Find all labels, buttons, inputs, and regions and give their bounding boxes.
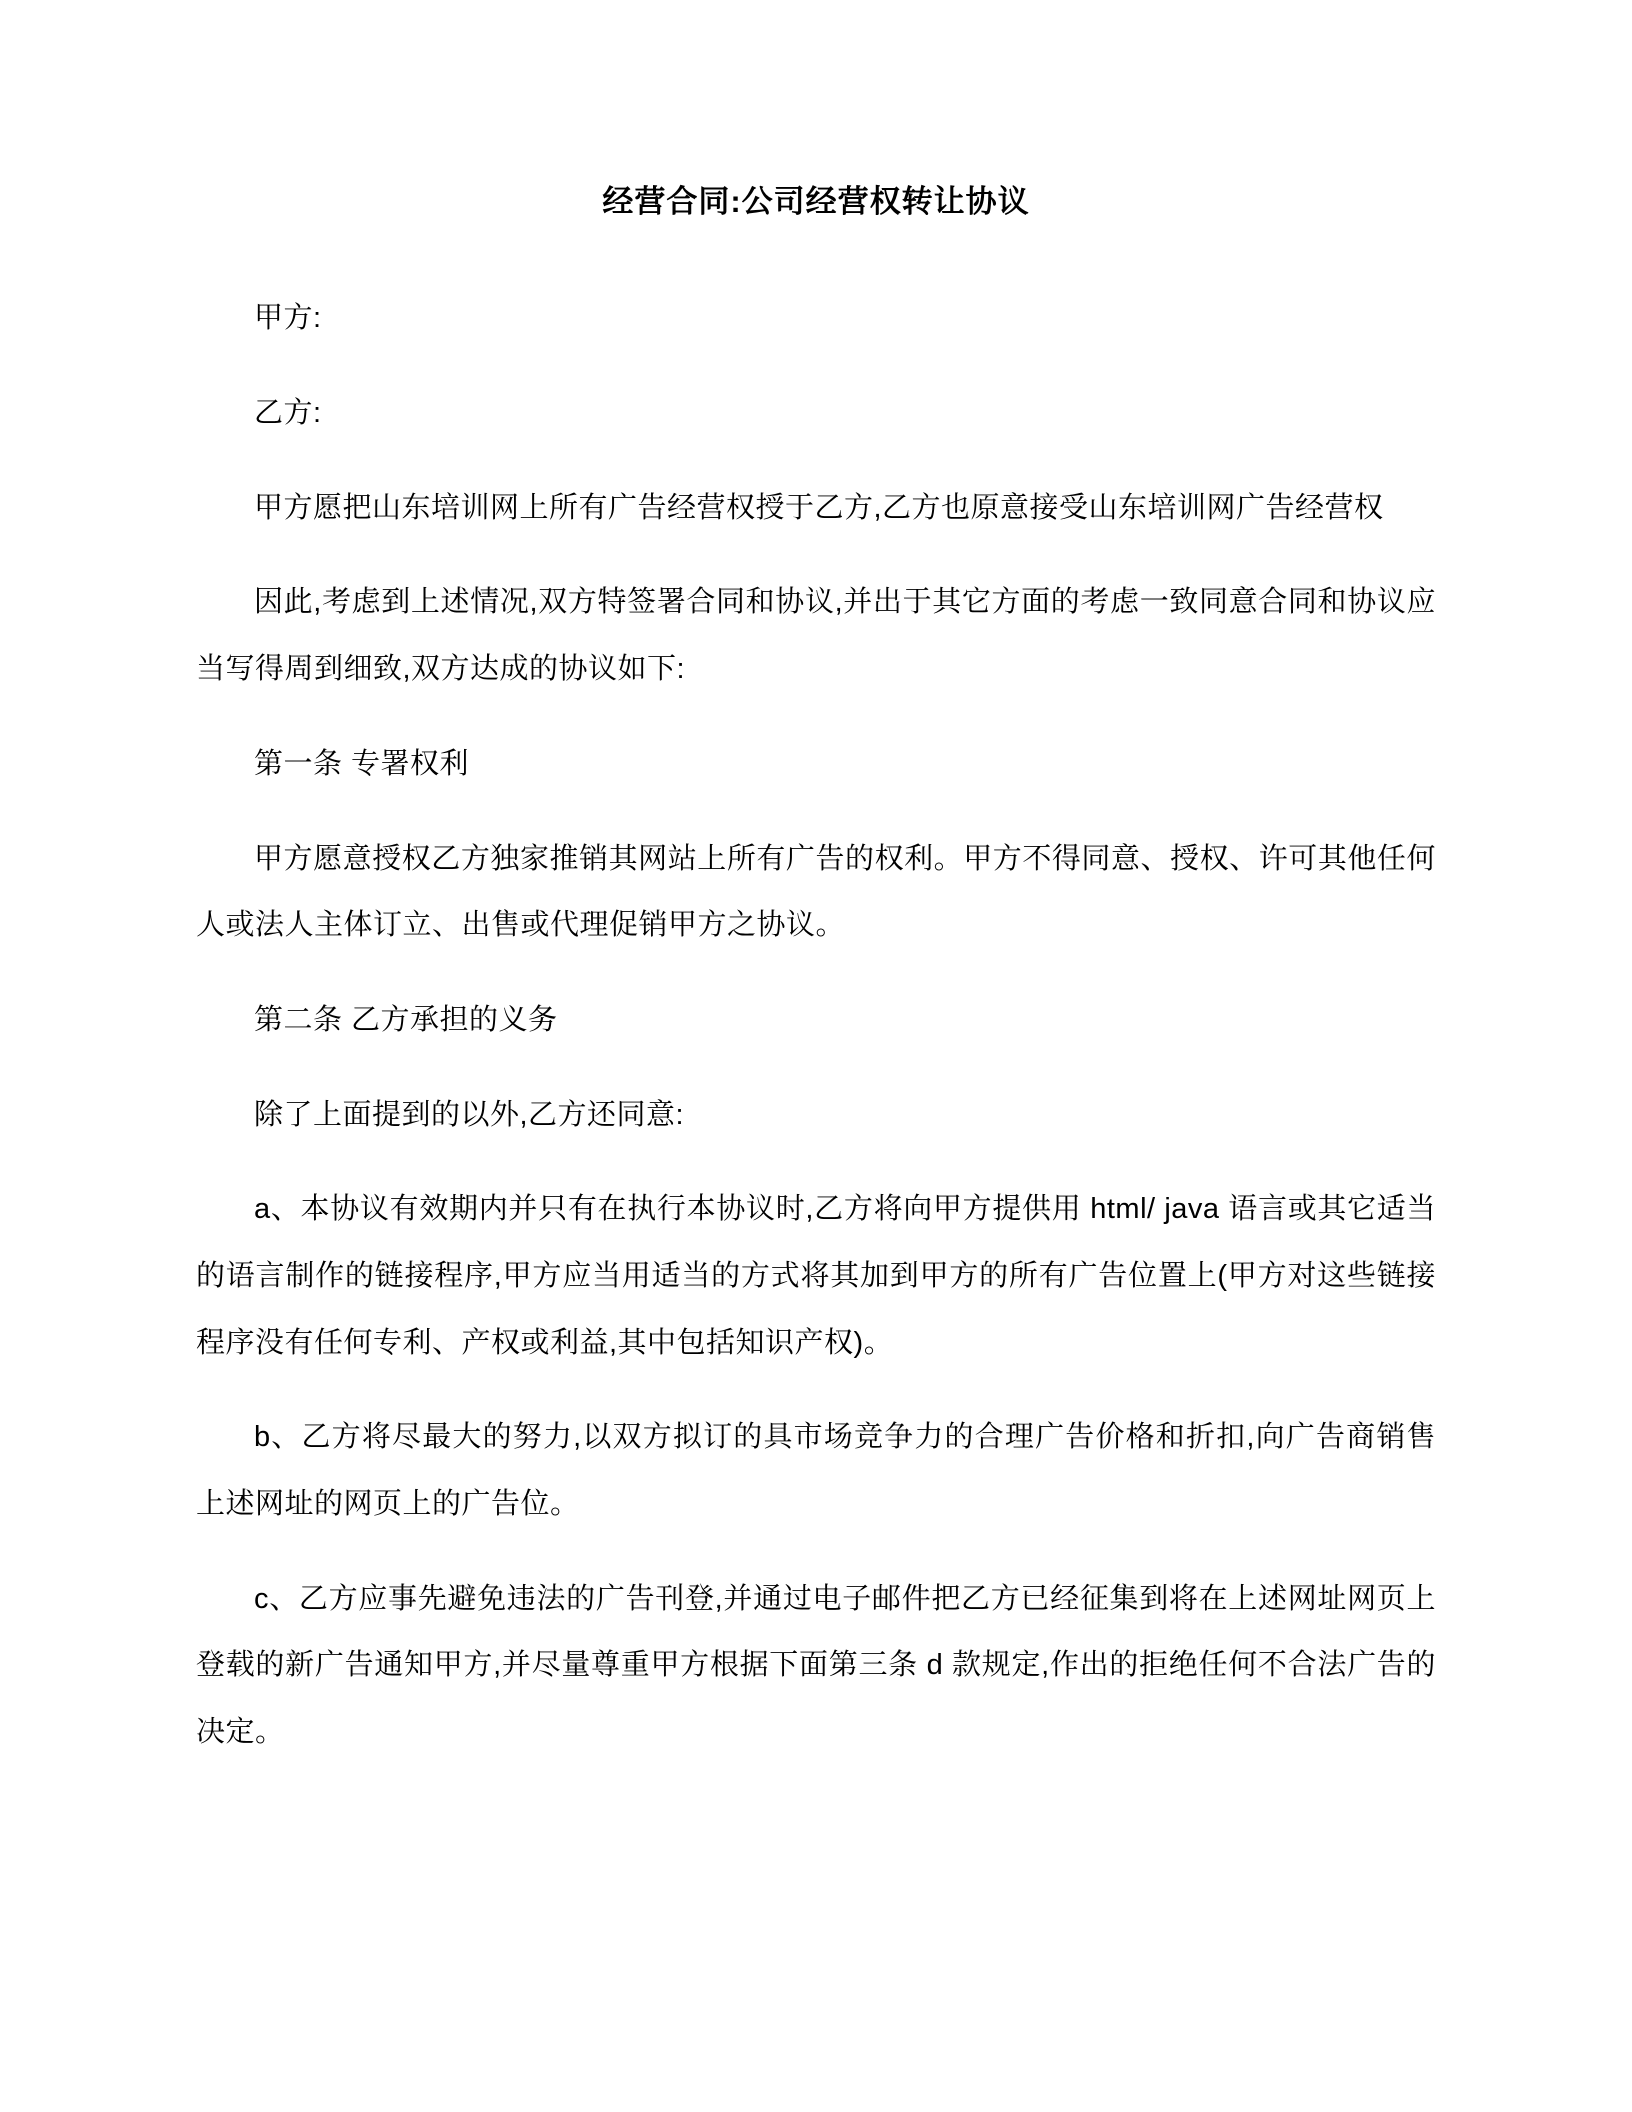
paragraph-article-1-heading: 第一条 专署权利 (254, 747, 470, 780)
document-title: 经营合同:公司经营权转让协议 (602, 184, 1030, 219)
paragraph-party-a: 甲方: (254, 302, 322, 335)
paragraph-article-2-heading: 第二条 乙方承担的义务 (254, 1003, 558, 1036)
paragraph-recitals: 因此,考虑到上述情况,双方特签署合同和协议,并出于其它方面的考虑一致同意合同和协议应当写得周到细致,双方达成的协议如下: (196, 586, 1436, 686)
paragraph-clause-a: a、本协议有效期内并只有在执行本协议时,乙方将向甲方提供用 html/ java 语言或其它适当的语言制作的链接程序,甲方应当用适当的方式将其加到甲方的所有广告位置上(甲方对这些链接程序没有任何专利、产权或利益,其中包括知识产权)。 (196, 1193, 1436, 1359)
paragraph-clause-c: c、乙方应事先避免违法的广告刊登,并通过电子邮件把乙方已经征集到将在上述网址网页上登载的新广告通知甲方,并尽量尊重甲方根据下面第三条 d 款规定,作出的拒绝任何不合法广告的决定。 (196, 1582, 1436, 1749)
paragraph-party-b: 乙方: (254, 397, 322, 430)
paragraph-preamble: 甲方愿把山东培训网上所有广告经营权授于乙方,乙方也原意接受山东培训网广告经营权 (254, 491, 1384, 524)
paragraph-article-2-intro: 除了上面提到的以外,乙方还同意: (254, 1098, 685, 1131)
paragraph-article-1-body: 甲方愿意授权乙方独家推销其网站上所有广告的权利。甲方不得同意、授权、许可其他任何人或法人主体订立、出售或代理促销甲方之协议。 (196, 842, 1436, 942)
paragraph-clause-b: b、乙方将尽最大的努力,以双方拟订的具市场竞争力的合理广告价格和折扣,向广告商销售上述网址的网页上的广告位。 (196, 1421, 1436, 1521)
